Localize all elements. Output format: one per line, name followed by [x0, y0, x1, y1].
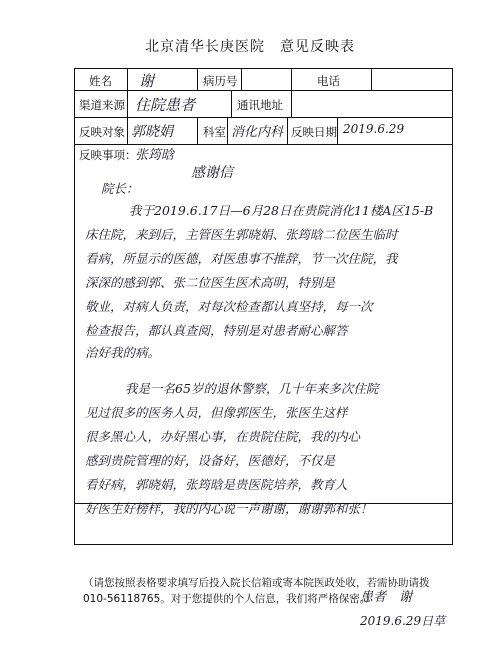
signature-date: 2019.6.29日草	[360, 614, 446, 628]
col-divider	[371, 69, 372, 90]
record-label: 病历号	[203, 74, 238, 88]
letter-line: 看病，所显示的医德，对医患事不推辞，节一次住院，我	[85, 251, 398, 266]
letter-heading: 感谢信	[191, 165, 233, 181]
content-label: 反映事项：	[79, 148, 137, 162]
letter-line: 深深的感到郭、张二位医生医术高明，特别是	[85, 275, 336, 290]
letter-line: 很多黑心人，办好黑心事，在贵院住院，我的内心	[85, 429, 361, 444]
letter-line: 见过很多的医务人员，但像郭医生，张医生这样	[85, 405, 348, 420]
col-divider	[291, 69, 292, 90]
name-value: 谢	[139, 72, 155, 90]
letter-line: 敬业，对病人负责，对每次检查都认真坚持，每一次	[85, 299, 373, 314]
dept-value: 消化内科	[231, 125, 284, 140]
letter-line: 感到贵院管理的好，设备好，医德好，不仅是	[85, 453, 336, 468]
col-divider	[337, 117, 338, 144]
page-title: 北京清华长庚医院 意见反映表	[145, 39, 355, 55]
date-value: 2019.6.29	[343, 122, 405, 136]
source-value: 住院患者	[135, 96, 196, 114]
signature: 患者 谢	[360, 590, 413, 605]
phone-label: 电话	[317, 74, 340, 88]
staff-label: 反映对象	[79, 125, 125, 139]
letter-line: 看好病，郭晓娟，张筠晗是贵医院培养，教育人	[85, 477, 348, 492]
col-divider	[291, 90, 292, 117]
col-divider	[127, 117, 128, 144]
content-value: 张筠晗	[135, 148, 175, 163]
col-divider	[127, 90, 128, 117]
row-divider	[75, 90, 452, 91]
letter-line: 检查报告，都认真查阅，特别是对患者耐心解答	[85, 323, 348, 338]
source-label: 渠道来源	[79, 98, 125, 112]
staff-value: 郭晓娟	[131, 124, 173, 140]
row-divider	[75, 144, 452, 145]
letter-line: 床住院，来到后，主管医生郭晓娟、张筠晗二位医生临时	[85, 227, 398, 242]
notice-text: （请您按照表格要求填写后投入院长信箱或寄本院医政处收，若需协助请拨010-56118765。对于您提供的个人信息，我们将严格保密。）	[83, 577, 430, 605]
date-label: 反映日期	[291, 125, 337, 139]
col-divider	[227, 117, 228, 144]
col-divider	[127, 69, 128, 90]
letter-line: 我是一名65岁的退休警察，几十年来多次住院	[125, 381, 379, 396]
col-divider	[231, 90, 232, 117]
address-label: 通讯地址	[237, 98, 283, 112]
letter-line: 治好我的病。	[85, 345, 161, 360]
letter-line: 我于2019.6.17日—6月28日在贵院消化11楼A区15-B	[129, 203, 434, 218]
col-divider	[287, 117, 288, 144]
col-divider	[241, 69, 242, 90]
col-divider	[197, 69, 198, 90]
letter-line: 院长：	[101, 181, 139, 196]
row-divider	[75, 117, 452, 118]
dept-label: 科室	[203, 125, 226, 139]
col-divider	[197, 117, 198, 144]
letter-line: 好医生好榜样，我的内心说一声谢谢，谢谢郭和张！	[85, 501, 373, 516]
name-label: 姓名	[89, 74, 112, 88]
